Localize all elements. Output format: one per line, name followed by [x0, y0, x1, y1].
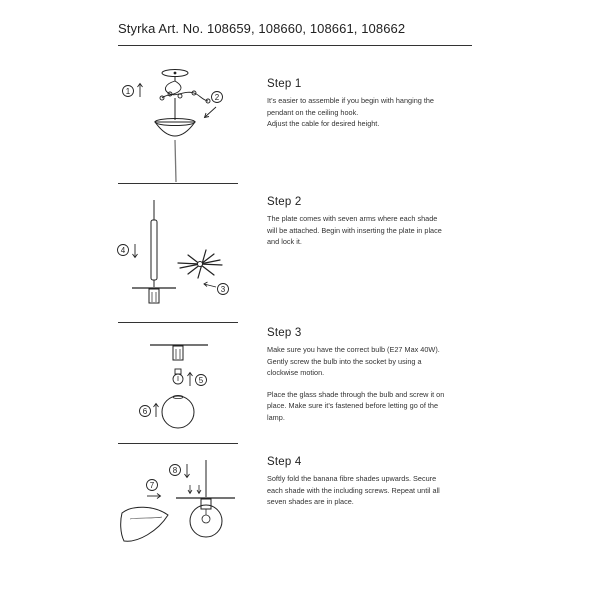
- step-divider-2: [118, 322, 238, 323]
- marker-2-label: 2: [214, 93, 220, 102]
- step-3-instructions: Make sure you have the correct bulb (E27 Max 40W). Gently screw the bulb into the socket by using a clockwise motion.: [267, 345, 440, 377]
- marker-3-label: 3: [220, 285, 226, 294]
- pendant-rod: [151, 220, 157, 280]
- step-divider-3: [118, 443, 238, 444]
- step-2-illustration: [118, 190, 248, 315]
- socket: [149, 289, 159, 303]
- banana-fibre-shade: [121, 507, 168, 541]
- step-1-text: [267, 78, 482, 130]
- step-4-illustration: [110, 455, 250, 575]
- step-3-heading: Step 3: [267, 327, 302, 339]
- step-1-instructions: It’s easier to assemble if you begin with hanging the pendant on the ceiling hook. Adjust the cable for desired height.: [267, 96, 434, 128]
- step-4-instructions: Softly fold the banana fibre shades upwards. Secure each shade with the including screws. Repeat until all seven shades are in place.: [267, 474, 440, 506]
- title-divider: [118, 45, 472, 46]
- marker-6-label: 6: [142, 407, 148, 416]
- step-4-heading: Step 4: [267, 456, 302, 468]
- diagonal-arrow-icon: [205, 107, 216, 117]
- step-3-instructions-2: Place the glass shade through the bulb and screw it on place. Make sure it’s fastened before letting go of the lamp.: [267, 389, 445, 422]
- step-2-instructions: The plate comes with seven arms where each shade will be attached. Begin with inserting the plate in place and lock it.: [267, 214, 442, 246]
- marker-1-label: 1: [125, 87, 131, 96]
- step-2-heading: Step 2: [267, 196, 302, 208]
- step-3-illustration: [118, 325, 248, 440]
- step-1-illustration: [118, 60, 248, 185]
- marker-5-label: 5: [198, 376, 204, 385]
- step-2-text: [267, 196, 482, 248]
- glass-globe: [162, 396, 194, 428]
- bulb-icon: [173, 369, 183, 384]
- step-divider-1: [118, 183, 238, 184]
- marker-4-label: 4: [120, 246, 126, 255]
- socket: [201, 499, 211, 509]
- step-1-heading: Step 1: [267, 78, 302, 90]
- step-3-text: [267, 327, 482, 423]
- document-title: Styrka Art. No. 108659, 108660, 108661, 108662: [118, 21, 406, 36]
- marker-8-label: 8: [172, 466, 178, 475]
- step-4-text: [267, 456, 482, 508]
- marker-7-label: 7: [149, 481, 155, 490]
- socket: [173, 346, 183, 360]
